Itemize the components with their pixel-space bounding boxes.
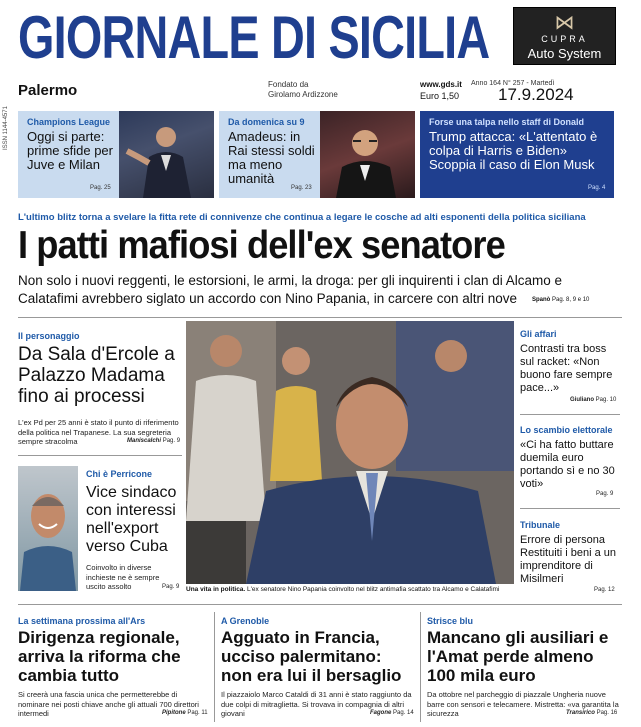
divider [520,414,620,415]
bottom-credit-3 [566,710,617,716]
bottom-credit-2 [370,710,414,716]
divider [420,612,421,722]
bottom-kicker-3: Strisce blu [427,616,474,626]
right-credit-page-2: Pag. 9 [596,491,614,497]
bottom-headline-3[interactable]: Mancano gli ausiliari e l'Amat perde almeno 100 mila euro [427,628,609,685]
masthead [18,2,508,74]
teaser-photo [119,111,214,198]
main-credit [532,297,589,303]
sponsor-brand: CUPRA [541,34,588,44]
right-text-3[interactable]: Errore di persona Restituiti i beni a un imprenditore di Misilmeri [520,534,616,585]
issue-date: 17.9.2024 [498,85,574,104]
profile-kicker: Il personaggio [18,331,80,341]
perricone-photo [18,466,78,591]
right-credit-page-3: Pag. 12 [594,587,615,593]
profile-text: L'ex Pd per 25 anni è stato il punto di riferimento della politica nel Trapanese. La sua segreteria sempre stracolma [18,418,179,446]
right-credit-1 [570,397,616,403]
main-photo [186,321,514,584]
price: Euro 1,50 [420,91,460,101]
teaser-headline: Amadeus: in Rai stessi soldi ma meno umanità [228,129,315,186]
bottom-text-1: Si creerà una fascia unica che permetterebbe di nominare nei posti chiave anche gli attuali 700 direttori intermedi [18,690,199,718]
founded-line1: Fondato da [268,80,309,89]
teaser-champions[interactable] [18,111,214,198]
bottom-headline-1[interactable]: Dirigenza regionale, arriva la riforma che cambia tutto [18,628,181,685]
photo-caption-text: L'ex senatore Nino Papania coinvolto nel blitz antimafia scattato tra Alcamo e Calatafimi [247,586,500,593]
bottom-credit-page-2: Pag. 14 [393,710,414,716]
who-headline[interactable]: Vice sindaco con interessi nell'export verso Cuba [86,484,177,555]
divider [18,604,622,605]
teaser-page: Pag. 25 [90,185,111,191]
sponsor-badge[interactable] [513,7,616,65]
teaser-kicker: Forse una talpa nello staff di Donald [429,117,585,127]
founded-note [268,80,338,100]
host-figure-icon [320,111,415,198]
teaser-headline: Oggi si parte: prime sfide per Juve e Milan [27,129,113,172]
profile-credit [127,438,180,444]
right-credit-page-1: Pag. 10 [595,397,617,403]
right-text-1[interactable]: Contrasti tra boss sul racket: «Non buono fare sempre pace...» [520,343,613,394]
teaser-trump[interactable] [420,111,614,198]
bottom-credit-name-3: Transirico [566,710,595,716]
bottom-credit-page-3: Pag. 16 [596,710,618,716]
bottom-kicker-1: La settimana prossima all'Ars [18,616,146,626]
teaser-kicker: Da domenica su 9 [228,117,305,127]
coach-figure-icon [119,111,214,198]
right-kicker-1: Gli affari [520,329,557,339]
bottom-credit-page-1: Pag. 11 [187,710,208,716]
sponsor-name: Auto System [527,46,602,61]
right-text-2[interactable]: «Ci ha fatto buttare duemila euro portando sì e no 30 voti» [520,439,615,490]
profile-credit-name: Maniscalchi [127,438,162,444]
main-deck: L'ultimo blitz torna a svelare la fitta rete di connivenze che continua a legare le cosche ad alti esponenti della politica siciliana [18,212,586,223]
portrait-figure-icon [18,466,78,591]
founded-line2: Girolamo Ardizzone [268,90,338,99]
info-bar [18,80,622,102]
teaser-headline: Trump attacca: «L'attentato è colpa di Harris e Biden» Scoppia il caso di Elon Musk [429,129,598,172]
masthead-title: GIORNALE DI SICILIA [18,4,490,71]
profile-headline[interactable]: Da Sala d'Ercole a Palazzo Madama fino ai processi [18,344,175,407]
teaser-page: Pag. 23 [291,185,312,191]
main-credit-name: Spanò [532,297,551,303]
bottom-headline-2[interactable]: Agguato in Francia, ucciso palermitano: non era lui il bersaglio [221,628,402,685]
divider [18,455,182,456]
right-kicker-2: Lo scambio elettorale [520,425,613,435]
photo-caption [186,586,499,593]
teaser-amadeus[interactable] [219,111,415,198]
issue-number: Anno 164 N° 257 - Martedì [471,80,555,87]
teaser-photo [320,111,415,198]
issn: ISSN 1144-4571 [3,106,9,150]
divider [520,508,620,509]
photo-caption-bold: Una vita in politica. [186,586,246,593]
bottom-kicker-2: A Grenoble [221,616,270,626]
who-kicker: Chi è Perricone [86,469,153,479]
right-credit-name-1: Giuliano [570,397,594,403]
website[interactable]: www.gds.it [420,80,462,89]
profile-credit-page: Pag. 9 [162,438,181,444]
teaser-page: Pag. 4 [588,185,606,191]
bottom-credit-1 [162,710,208,716]
bottom-credit-name-1: Pipitone [162,710,186,716]
who-page: Pag. 9 [162,584,180,590]
politician-figure-icon [186,321,514,584]
main-credit-pages: Pag. 8, 9 e 10 [552,297,590,303]
main-headline[interactable]: I patti mafiosi dell'ex senatore [18,224,505,267]
edition-city: Palermo [18,82,78,99]
cupra-logo-icon: ⋈ [554,12,575,34]
who-text: Coinvolto in diverse inchieste ne è sempre uscito assolto [86,563,160,591]
teaser-kicker: Champions League [27,117,111,127]
bottom-credit-name-2: Fagone [370,710,392,716]
bottom-text-3: Da ottobre nel parcheggio di piazzale Ungheria nuove barre con sensori e telecamere. Mistretta: «va garantita la sicurezza [427,690,619,718]
divider [214,612,215,722]
right-kicker-3: Tribunale [520,520,561,530]
divider [18,317,622,318]
main-summary: Non solo i nuovi reggenti, le estorsioni, le armi, la droga: per gli inquirenti i clan di Alcamo e Calatafimi avrebbero siglato un accordo con Nino Papania, in carcere con altri nove [18,273,563,306]
bottom-text-2: Il piazzaiolo Marco Cataldi di 31 anni è stato raggiunto da due colpi di mitraglietta. Si trovava in compagnia di altri giovani [221,690,412,718]
